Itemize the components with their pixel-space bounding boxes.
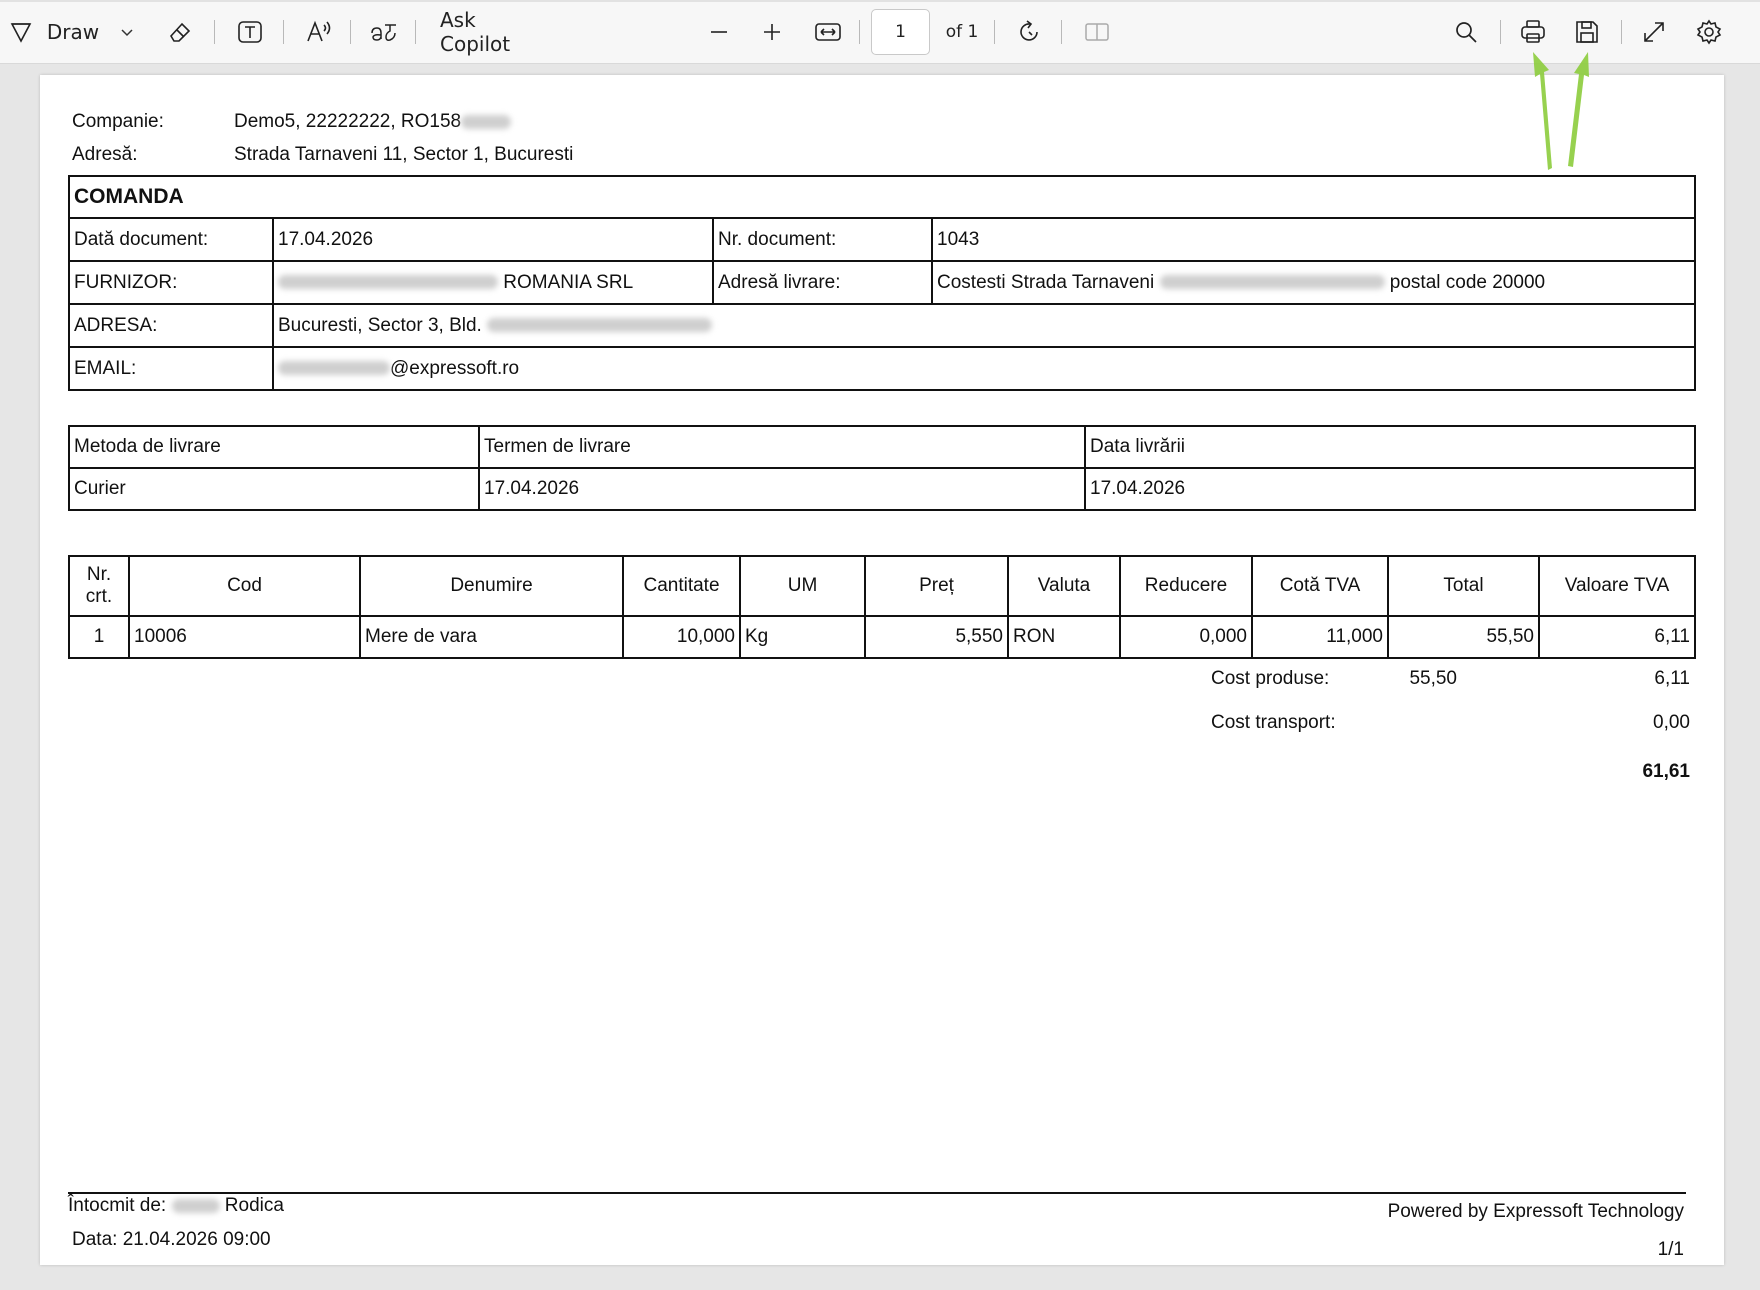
toolbar-separator	[415, 20, 416, 44]
toolbar-separator	[283, 20, 284, 44]
delivery-address-label: Adresă livrare:	[713, 261, 932, 304]
cell-reducere: 0,000	[1120, 616, 1252, 658]
page-counter: 1/1	[1657, 1239, 1684, 1260]
redacted-blur	[461, 115, 511, 129]
col-header-cota-tva: Cotă TVA	[1252, 556, 1388, 616]
cost-transport-value: 0,00	[1653, 712, 1690, 733]
annotation-arrows	[1515, 44, 1595, 174]
cell-um: Kg	[740, 616, 865, 658]
powered-by: Powered by Expressoft Technology	[1387, 1201, 1684, 1222]
prepared-by-name: Rodica	[224, 1195, 284, 1216]
col-header-um: UM	[740, 556, 865, 616]
col-header-nr: Nr. crt.	[69, 556, 129, 616]
delivery-table	[68, 425, 1696, 511]
zoom-out-icon[interactable]	[706, 0, 732, 64]
zoom-in-icon[interactable]	[759, 0, 785, 64]
supplier-value-cell	[273, 261, 713, 304]
cost-products-total: 55,50	[1409, 668, 1457, 689]
document-date-label: Dată document:	[69, 218, 273, 261]
redacted-blur	[278, 361, 390, 375]
toolbar-separator	[1061, 20, 1062, 44]
delivery-address-start: Costesti Strada Tarnaveni	[937, 271, 1155, 293]
cost-products-vat: 6,11	[1654, 668, 1690, 689]
email-value-cell	[273, 347, 1695, 390]
col-header-reducere: Reducere	[1120, 556, 1252, 616]
cell-valoare-tva: 6,11	[1539, 616, 1695, 658]
redacted-blur	[487, 318, 712, 332]
draw-button[interactable]: Draw	[46, 20, 100, 44]
fullscreen-icon[interactable]	[1639, 0, 1669, 64]
col-header-cod: Cod	[129, 556, 360, 616]
supplier-value: ROMANIA SRL	[503, 271, 634, 293]
document-date-value: 17.04.2026	[273, 218, 713, 261]
cost-products-label: Cost produse:	[1211, 668, 1330, 689]
pdf-toolbar	[0, 0, 1760, 64]
page-number-input[interactable]: 1	[871, 9, 930, 55]
address-label: Adresă:	[72, 144, 138, 165]
prepared-by-group	[68, 1196, 284, 1215]
email-label: EMAIL:	[69, 347, 273, 390]
redacted-blur	[1160, 275, 1385, 289]
col-header-denumire: Denumire	[360, 556, 623, 616]
prepared-by-label: Întocmit de:	[68, 1195, 167, 1216]
redacted-blur	[172, 1199, 220, 1213]
supplier-label: FURNIZOR:	[69, 261, 273, 304]
col-header-valoare-tva: Valoare TVA	[1539, 556, 1695, 616]
read-aloud-icon[interactable]	[302, 0, 336, 64]
items-table	[68, 555, 1696, 659]
translate-icon[interactable]	[367, 0, 401, 64]
toolbar-separator	[350, 20, 351, 44]
col-header-pret: Preț	[865, 556, 1008, 616]
redacted-blur	[278, 275, 498, 289]
cell-total: 55,50	[1388, 616, 1539, 658]
delivery-term-header: Termen de livrare	[479, 426, 1085, 468]
search-icon[interactable]	[1451, 0, 1481, 64]
delivery-method-value: Curier	[69, 468, 479, 510]
company-value-group	[234, 112, 511, 131]
document-number-value: 1043	[932, 218, 1695, 261]
settings-icon[interactable]	[1694, 0, 1724, 64]
grand-total: 61,61	[1642, 761, 1690, 782]
col-header-valuta: Valuta	[1008, 556, 1120, 616]
cell-denumire: Mere de vara	[360, 616, 623, 658]
text-box-icon[interactable]	[234, 0, 266, 64]
email-value: @expressoft.ro	[390, 357, 520, 379]
footer-date: Data: 21.04.2026 09:00	[72, 1229, 271, 1250]
adresa-value: Bucuresti, Sector 3, Bld.	[278, 314, 482, 336]
eraser-icon[interactable]	[165, 0, 195, 64]
delivery-date-header: Data livrării	[1085, 426, 1695, 468]
two-page-icon	[1082, 0, 1112, 64]
document-number-label: Nr. document:	[713, 218, 932, 261]
toolbar-separator	[994, 20, 995, 44]
cell-valuta: RON	[1008, 616, 1120, 658]
order-title: COMANDA	[69, 176, 1695, 218]
draw-icon[interactable]	[6, 0, 36, 64]
col-header-total: Total	[1388, 556, 1539, 616]
table-row	[69, 616, 1695, 658]
toolbar-separator	[214, 20, 215, 44]
ask-copilot-button[interactable]: Ask Copilot	[440, 8, 511, 56]
cost-transport-label: Cost transport:	[1211, 712, 1336, 733]
cell-cod: 10006	[129, 616, 360, 658]
address-value: Strada Tarnaveni 11, Sector 1, Bucuresti	[234, 144, 574, 165]
rotate-icon[interactable]	[1013, 0, 1045, 64]
pdf-page	[40, 75, 1724, 1265]
adresa-label: ADRESA:	[69, 304, 273, 347]
cell-pret: 5,550	[865, 616, 1008, 658]
adresa-value-cell	[273, 304, 1695, 347]
delivery-term-value: 17.04.2026	[479, 468, 1085, 510]
toolbar-separator	[859, 20, 860, 44]
toolbar-separator	[1500, 20, 1501, 44]
order-header-table	[68, 175, 1696, 391]
cell-cantitate: 10,000	[623, 616, 740, 658]
fit-width-icon[interactable]	[812, 0, 844, 64]
toolbar-separator	[1621, 20, 1622, 44]
delivery-address-end: postal code 20000	[1389, 271, 1546, 293]
col-header-cantitate: Cantitate	[623, 556, 740, 616]
page-count-label: of 1	[945, 22, 979, 42]
chevron-down-icon[interactable]	[117, 0, 137, 64]
cell-nr: 1	[69, 616, 129, 658]
company-label: Companie:	[72, 111, 164, 132]
cell-cota-tva: 11,000	[1252, 616, 1388, 658]
delivery-method-header: Metoda de livrare	[69, 426, 479, 468]
company-value: Demo5, 22222222, RO158	[234, 111, 462, 132]
delivery-address-cell	[932, 261, 1695, 304]
footer-divider	[68, 1192, 1686, 1194]
delivery-date-value: 17.04.2026	[1085, 468, 1695, 510]
